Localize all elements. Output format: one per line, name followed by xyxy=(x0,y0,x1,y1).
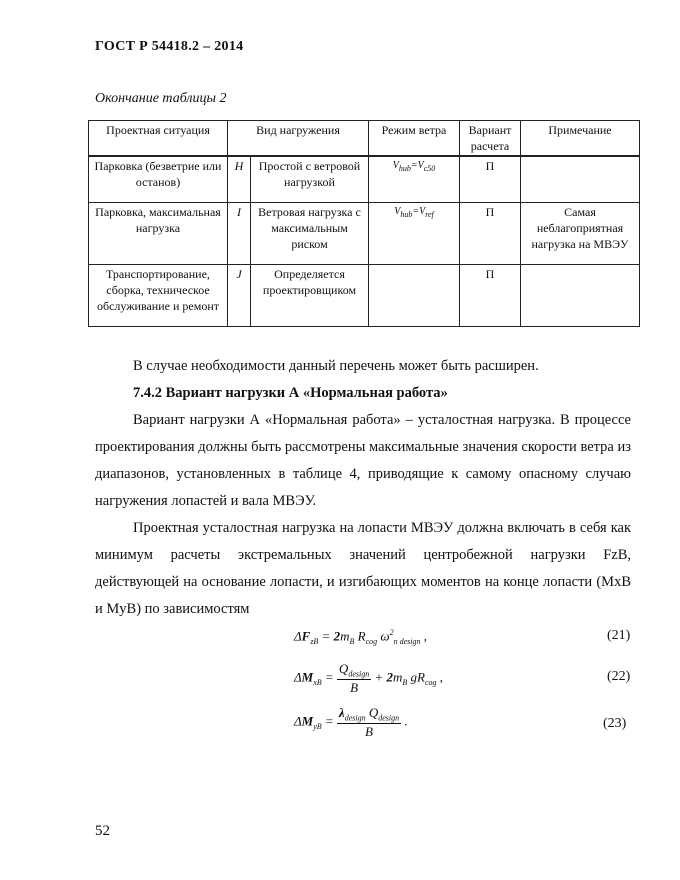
formula-23: $\Delta M_{yB}$ = $\frac{\lambda_{design} Q_{design}}{B}$ . xyxy=(294,705,408,739)
formula-22-number: (22) xyxy=(607,669,631,684)
cell-note xyxy=(521,156,640,202)
table-caption: Окончание таблицы 2 xyxy=(95,91,227,106)
formula-22: $\Delta M_{xB}$ = $\frac{Q_{design}}{B}$ + $2m_B$ $gR_{cog}$ , xyxy=(294,661,444,695)
cell-letter: I xyxy=(228,202,251,264)
header-situation: Проектная ситуация xyxy=(89,121,228,157)
formula-23-number: (23) xyxy=(603,716,627,731)
header-variant: Вариант расчета xyxy=(460,121,521,157)
cell-mode xyxy=(369,264,460,326)
table-header-row xyxy=(89,121,640,157)
cell-situation: Транспортирование, сборка, техническое обслуживание и ремонт xyxy=(89,264,228,326)
cell-situation: Парковка (безветрие или останов) xyxy=(89,156,228,202)
table-row xyxy=(89,264,640,326)
paragraph-design-load: Проектная усталостная нагрузка на лопасти МВЭУ должна включать в себя как минимум расчеты экстремальных значений центробежной нагрузки FzB, действующей на основание лопасти, и изгибающих моментов на конце лопасти (MxB и MyB) по зависимостям xyxy=(95,520,631,617)
cell-mode: $V_{hub}=V_{ref}$ xyxy=(369,202,460,264)
table-row xyxy=(89,202,640,264)
cell-load: Ветровая нагрузка с максимальным риском xyxy=(251,202,369,264)
cell-variant: П xyxy=(460,156,521,202)
cell-letter: H xyxy=(228,156,251,202)
cell-letter: J xyxy=(228,264,251,326)
cell-situation: Парковка, максимальная нагрузка xyxy=(89,202,228,264)
cell-mode: $V_{hub}=V_{c50}$ xyxy=(369,156,460,202)
paragraph-load-variant: Вариант нагрузки А «Нормальная работа» – усталостная нагрузка. В процессе проектирования должны быть рассмотрены максимальные значения скорости ветра из диапазонов, установленных в таблице 4, приводящие к самому опасному случаю нагружения лопастей и вала МВЭУ. xyxy=(95,412,631,509)
header-load-type: Вид нагружения xyxy=(228,121,369,157)
header-wind-mode: Режим ветра xyxy=(369,121,460,157)
cell-variant: П xyxy=(460,264,521,326)
cell-note xyxy=(521,264,640,326)
cell-load: Определяется проектировщиком xyxy=(251,264,369,326)
paragraph-extension-note: В случае необходимости данный перечень может быть расширен. xyxy=(133,358,539,374)
formula-21-number: (21) xyxy=(607,628,631,643)
document-header: ГОСТ Р 54418.2 – 2014 xyxy=(95,39,244,54)
cell-load: Простой с ветровой нагрузкой xyxy=(251,156,369,202)
cell-note: Самая неблагоприятная нагрузка на МВЭУ xyxy=(521,202,640,264)
cell-variant: П xyxy=(460,202,521,264)
formula-21: $\Delta F_{zB} = 2m_B$ $R_{cog}$ $\omega^2_{n design}$ , xyxy=(294,628,427,646)
section-heading: 7.4.2 Вариант нагрузки А «Нормальная работа» xyxy=(133,385,448,401)
table-row xyxy=(89,156,640,202)
header-note: Примечание xyxy=(521,121,640,157)
page-number: 52 xyxy=(95,823,110,839)
load-cases-table xyxy=(88,120,640,327)
